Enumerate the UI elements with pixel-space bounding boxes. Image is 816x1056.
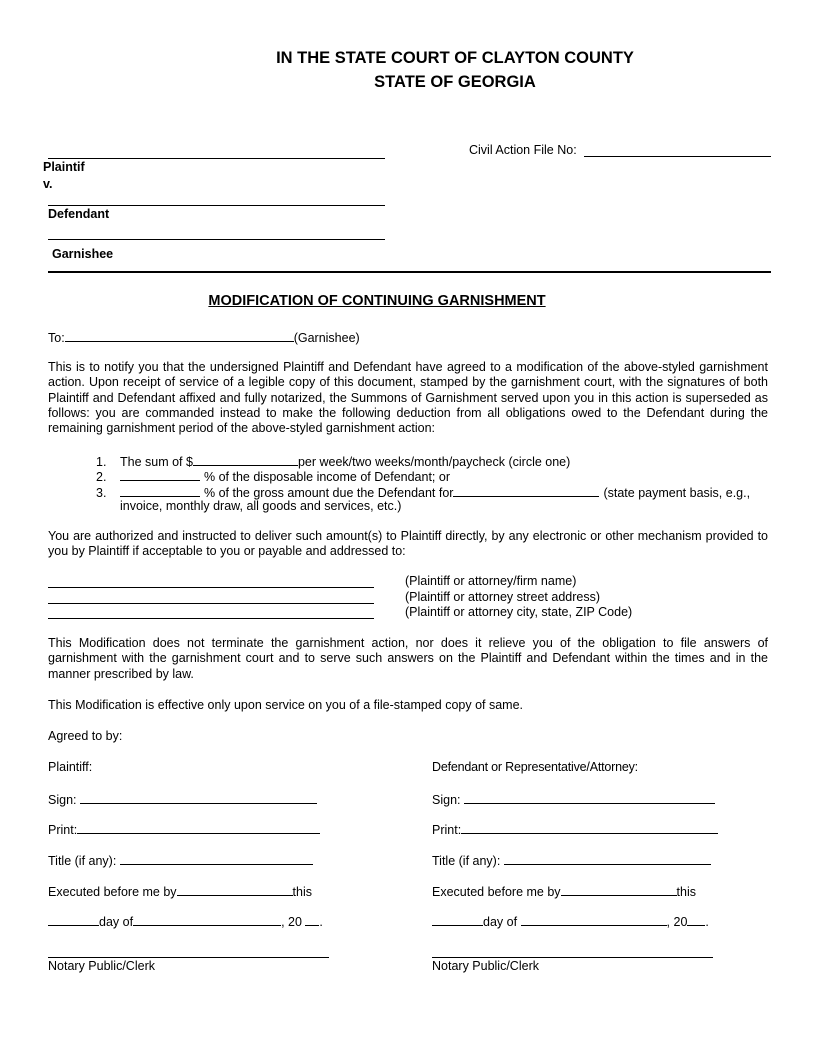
- item-3: [96, 484, 750, 500]
- defendant-party-label: Defendant or Representative/Attorney:: [432, 760, 638, 774]
- plaintiff-sign-row: [48, 791, 317, 807]
- plaintiff-month-field[interactable]: [133, 913, 281, 926]
- title-label: Title (if any):: [432, 854, 501, 868]
- defendant-label: Defendant: [48, 207, 110, 221]
- plaintiff-name-line[interactable]: [48, 158, 385, 159]
- civil-action-label: Civil Action File No:: [469, 143, 577, 157]
- sign-label: Sign:: [432, 793, 461, 807]
- item-prefix: The sum of $: [120, 455, 193, 469]
- item-number: 3.: [96, 486, 107, 500]
- defendant-notary-line[interactable]: [432, 957, 713, 958]
- caption-divider: [48, 271, 771, 273]
- plaintiff-title-row: [48, 852, 313, 868]
- item-number: 1.: [96, 455, 107, 469]
- defendant-day-row: [432, 913, 709, 929]
- defendant-sign-row: [432, 791, 715, 807]
- item-3-continuation: invoice, monthly draw, all goods and services, etc.): [120, 499, 402, 513]
- executed-suffix: this: [292, 885, 312, 899]
- plaintiff-party-label: Plaintiff:: [48, 760, 93, 774]
- state-title: STATE OF GEORGIA: [374, 73, 536, 91]
- authorized-paragraph: You are authorized and instructed to deliver such amount(s) to Plaintiff directly, by any electronic or other mechanism provided to you by Plaintiff if acceptable to you or payable and addressed to:: [48, 529, 768, 559]
- sign-label: Sign:: [48, 793, 77, 807]
- defendant-month-field[interactable]: [521, 913, 667, 926]
- item-suffix: per week/two weeks/month/paycheck (circle one): [297, 455, 571, 469]
- city-state-zip-line[interactable]: [48, 618, 374, 619]
- plaintiff-notary-line[interactable]: [48, 957, 329, 958]
- year-end: .: [319, 915, 323, 929]
- to-prefix: To:: [48, 331, 65, 345]
- plaintiff-executed-row: [48, 883, 312, 899]
- plaintiff-label: Plaintif: [43, 160, 85, 174]
- defendant-sign-field[interactable]: [464, 791, 715, 804]
- defendant-year-field[interactable]: [687, 913, 705, 926]
- item-middle: % of the gross amount due the Defendant for: [204, 486, 454, 500]
- item-number: 2.: [96, 470, 107, 484]
- year-label: , 20: [281, 915, 302, 929]
- item-1: [96, 453, 570, 469]
- defendant-print-row: [432, 821, 718, 837]
- executed-label: Executed before me by: [48, 885, 177, 899]
- street-address-line[interactable]: [48, 603, 374, 604]
- defendant-name-line[interactable]: [48, 205, 385, 206]
- plaintiff-print-row: [48, 821, 320, 837]
- versus-label: v.: [43, 177, 53, 191]
- defendant-executed-field[interactable]: [561, 883, 677, 896]
- payment-basis-field[interactable]: [453, 484, 599, 497]
- executed-label: Executed before me by: [432, 885, 561, 899]
- address-label-city: (Plaintiff or attorney city, state, ZIP Code): [405, 605, 633, 619]
- garnishee-name-line[interactable]: [48, 239, 385, 240]
- print-label: Print:: [48, 823, 78, 837]
- title-label: Title (if any):: [48, 854, 117, 868]
- court-title: IN THE STATE COURT OF CLAYTON COUNTY: [276, 49, 634, 67]
- plaintiff-day-row: [48, 913, 323, 929]
- year-label: , 20: [666, 915, 688, 929]
- garnishee-name-field[interactable]: [65, 329, 294, 342]
- gross-percent-field[interactable]: [120, 484, 200, 497]
- plaintiff-notary-label: Notary Public/Clerk: [48, 959, 155, 973]
- item-suffix: (state payment basis, e.g.,: [603, 486, 751, 500]
- day-label: day of: [483, 915, 518, 929]
- defendant-notary-label: Notary Public/Clerk: [432, 959, 539, 973]
- plaintiff-title-field[interactable]: [120, 852, 313, 865]
- plaintiff-sign-field[interactable]: [80, 791, 317, 804]
- to-line: [48, 329, 360, 345]
- plaintiff-day-field[interactable]: [48, 913, 99, 926]
- defendant-print-field[interactable]: [461, 821, 718, 834]
- day-label: day of: [99, 915, 134, 929]
- agreed-label: Agreed to by:: [48, 729, 123, 743]
- to-suffix: (Garnishee): [293, 331, 360, 345]
- address-label-firm: (Plaintiff or attorney/firm name): [405, 574, 577, 588]
- effective-paragraph: This Modification is effective only upon service on you of a file-stamped copy of same.: [48, 698, 524, 712]
- firm-name-line[interactable]: [48, 587, 374, 588]
- civil-action-number-line[interactable]: [584, 156, 771, 157]
- item-2: [96, 468, 450, 484]
- sum-amount-field[interactable]: [193, 453, 298, 466]
- defendant-title-field[interactable]: [504, 852, 711, 865]
- print-label: Print:: [432, 823, 462, 837]
- defendant-day-field[interactable]: [432, 913, 483, 926]
- defendant-title-row: [432, 852, 711, 868]
- disposable-percent-field[interactable]: [120, 468, 200, 481]
- notice-paragraph: This is to notify you that the undersigned Plaintiff and Defendant have agreed to a modification of the above-styled garnishment action. Upon receipt of service of a legible copy of this document, stamped by the garnishment court, with the signatures of both Plaintiff and Defendant affixed and fully notarized, the Summons of Garnishment served upon you in this action is superseded as follows: you are commanded instead to make the following deduction from all obligations owed to the Defendant during the remaining garnishment period of the above-styled garnishment action:: [48, 360, 768, 436]
- plaintiff-year-field[interactable]: [305, 913, 319, 926]
- garnishee-label: Garnishee: [52, 247, 114, 261]
- document-title: MODIFICATION OF CONTINUING GARNISHMENT: [208, 293, 546, 309]
- defendant-executed-row: [432, 883, 696, 899]
- plaintiff-executed-field[interactable]: [177, 883, 293, 896]
- item-suffix: % of the disposable income of Defendant; or: [204, 470, 450, 484]
- address-label-street: (Plaintiff or attorney street address): [405, 590, 600, 604]
- modification-paragraph: This Modification does not terminate the garnishment action, nor does it relieve you of the obligation to file answers of garnishment with the garnishment court and to serve such answers on the Plaintiff and Defendant within the times and in the manner prescribed by law.: [48, 636, 768, 681]
- executed-suffix: this: [676, 885, 696, 899]
- year-end: .: [705, 915, 709, 929]
- plaintiff-print-field[interactable]: [77, 821, 320, 834]
